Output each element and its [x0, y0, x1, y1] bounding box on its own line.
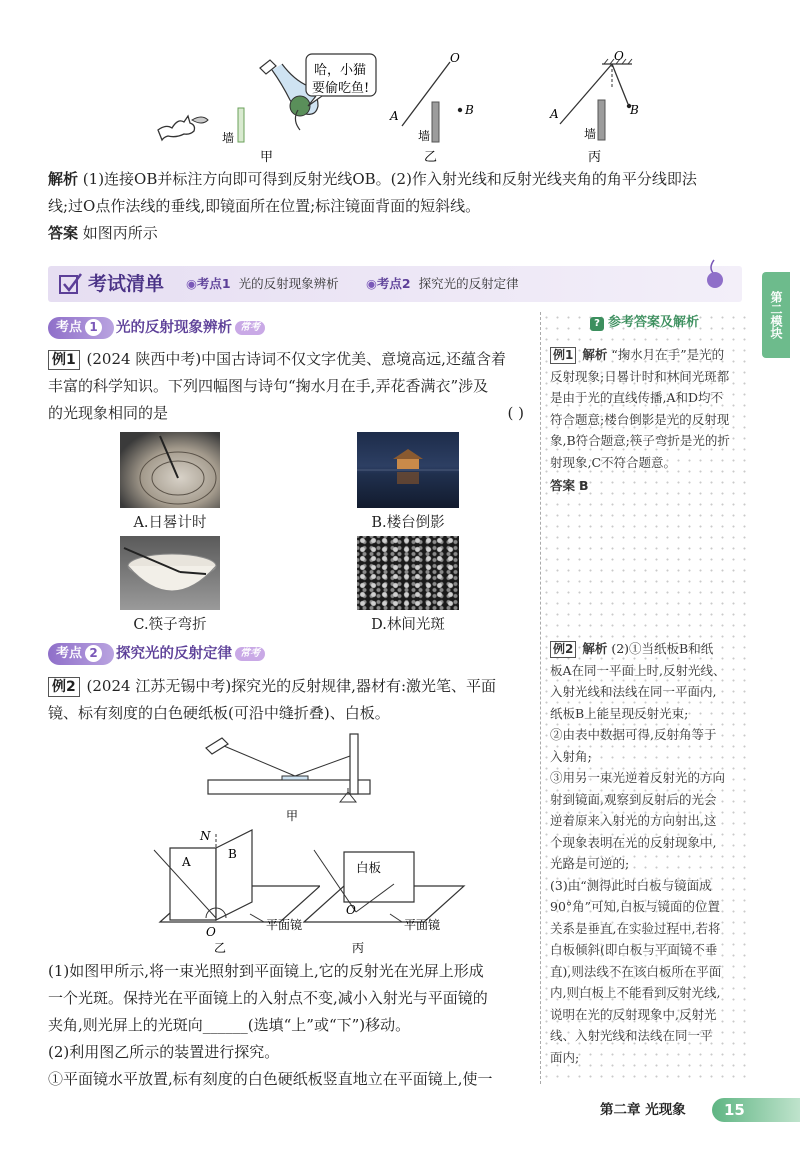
side-ex1-line: 象,B符合题意;筷子弯折是光的折 [550, 433, 730, 448]
example1-line-3: 的光现象相同的是 [48, 404, 169, 422]
banner-kd2-text: 探究光的反射定律 [418, 276, 519, 291]
section1-num: 1 [85, 319, 102, 336]
wall-label-yi: 墙 [418, 129, 431, 143]
decor-bulb-icon [700, 258, 730, 292]
point-O-yi2: O [206, 925, 216, 939]
side-ex2-line: (2)①当纸板B和纸 [611, 641, 714, 656]
side-ex1-line: 射现象,C不符合题意。 [550, 454, 677, 470]
figure-bing [549, 49, 639, 165]
banner-kd1: ◉考点1 光的反射现象辨析 [186, 276, 339, 291]
speech-line-1: 哈，小猫 [314, 63, 367, 78]
example2-line-1: (2024 江苏无锡中考)探究光的反射规律,器材有:激光笔、平面 [86, 677, 497, 695]
side-ex1-tag: 例1 [550, 347, 576, 364]
side-ex2-line: 纸板B上能呈现反射光束; [550, 705, 689, 721]
side-ex2-line: 入射角; [550, 748, 592, 764]
example1 [48, 346, 532, 427]
side-ex2-line: 逆着原来入射光的方向射出,这 [550, 813, 717, 828]
side-ex2-tag: 例2 [550, 641, 576, 658]
photo-chopsticks-bowl [120, 536, 220, 610]
side-ex2-line: 直),则法线不在该白板所在平面 [550, 963, 722, 979]
side-ex1-line: 符合题意;楼台倒影是光的反射现 [550, 411, 730, 427]
footer [600, 1098, 686, 1122]
q2-line-1: (2)利用图乙所示的装置进行探究。 [48, 1043, 280, 1061]
side-ex1-line: 反射现象;日晷计时和林间光斑都 [550, 368, 730, 384]
analysis-label: 解析 [48, 170, 79, 188]
exam-banner-title: 考试清单 [88, 273, 165, 295]
section1-tag: 常考 [235, 321, 265, 335]
answer-text: 如图丙所示 [82, 224, 158, 242]
side-ex1 [550, 344, 746, 497]
banner-kd1-text: 光的反射现象辨析 [238, 276, 339, 291]
section2-num: 2 [85, 645, 102, 662]
example2-line-2: 镜、标有刻度的白色硬纸板(可沿中缝折叠)、白板。 [48, 704, 390, 722]
side-ex1-label: 解析 [582, 347, 608, 362]
side-ex2-label: 解析 [582, 641, 608, 656]
side-ex1-answer-label: 答案 [550, 478, 576, 493]
example1-tag: 例1 [48, 350, 80, 370]
side-ex2-line: 关系是垂直,在实验过程中,若将 [550, 920, 721, 936]
label-yi: 乙 [424, 150, 438, 165]
side-ex2-line: 说明在光的反射现象中,反射光 [550, 1006, 717, 1022]
analysis-top [48, 166, 748, 247]
checkbox-icon [58, 272, 84, 296]
ref-header-text: 参考答案及解析 [608, 315, 700, 330]
whiteboard-label: 白板 [356, 860, 382, 875]
option-c: C.筷子弯折 [133, 617, 207, 633]
side-ex2-line: ③用另一束光逆着反射光的方向 [550, 770, 726, 785]
speech-line-2: 要偷吃鱼! [312, 81, 370, 96]
example2-tag: 例2 [48, 677, 80, 697]
side-ex2-line: 线、入射光线和法线在同一平 [550, 1028, 713, 1043]
point-A-bing: A [550, 107, 559, 121]
side-ex2-line: (3)由“测得此时白板与镜面成 [550, 877, 712, 893]
point-B-yi: B [465, 103, 474, 117]
point-N: N [200, 829, 211, 843]
q1-line-2: 一个光斑。保持光在平面镜上的入射点不变,减小入射光与平面镜的 [48, 989, 488, 1007]
figure-ex2-bing [290, 826, 470, 956]
point-O-bing2: O [346, 903, 356, 917]
section2-pill: 考点 2 [48, 643, 114, 665]
side-ex2-line: 光路是可逆的; [550, 856, 630, 871]
exam-banner [48, 266, 742, 302]
side-ex2-line: 90°角”可知,白板与镜面的位置 [550, 899, 721, 914]
board-A: A [182, 855, 191, 869]
top-figure [140, 48, 640, 168]
example1-line-1: (2024 陕西中考)中国古诗词不仅文字优美、意境高远,还蕴含着 [86, 350, 506, 368]
photo-forest-light-spots [357, 536, 459, 610]
q2-line-2: ①平面镜水平放置,标有刻度的白色硬纸板竖直地立在平面镜上,使一 [48, 1070, 493, 1088]
side-ex2-line: 入射光线和法线在同一平面内, [550, 684, 717, 699]
section2-title-text: 探究光的反射定律 [116, 646, 232, 662]
answer-label: 答案 [48, 224, 79, 242]
figure-ex2-jia [190, 730, 390, 830]
side-ex2-line: 内,则白板上不能看到反射光线, [550, 985, 721, 1000]
side-ex2-line: 面内; [550, 1049, 580, 1065]
side-ex2-line: 板A在同一平面上时,反射光线、 [550, 662, 726, 678]
ref-header [590, 313, 699, 333]
side-ex2-line: 个现象表明在光的反射现象中, [550, 834, 717, 850]
option-b: B.楼台倒影 [371, 515, 445, 531]
section1-title-text: 光的反射现象辨析 [116, 320, 232, 336]
analysis-line-1: (1)连接OB并标注方向即可得到反射光线OB。(2)作入射光线和反射光线夹角的角平分线即法 [82, 170, 697, 188]
section2-title [116, 643, 265, 665]
figure-yi [389, 51, 474, 165]
q1-line-3: 夹角,则光屏上的光斑向______(选填“上”或“下”)移动。 [48, 1016, 411, 1034]
board-B: B [228, 847, 237, 861]
example1-line-2: 丰富的科学知识。下列四幅图与诗句“掬水月在手,弄花香满衣”涉及 [48, 377, 489, 395]
point-O-yi: O [450, 51, 460, 65]
answer-bracket: ( ) [507, 404, 524, 422]
point-A-yi: A [390, 109, 399, 123]
photo-sundial [120, 432, 220, 508]
point-B-bing: B [630, 103, 639, 117]
label-ex2-bing: 丙 [352, 941, 365, 955]
option-a: A.日晷计时 [133, 515, 207, 531]
point-O-bing: O [614, 49, 624, 63]
side-tab: 第二模块 [762, 272, 790, 358]
wall-label-bing: 墙 [584, 127, 597, 141]
banner-kd2: ◉考点2 探究光的反射定律 [366, 276, 519, 291]
label-ex2-yi: 乙 [214, 941, 227, 955]
label-jia: 甲 [260, 150, 274, 165]
section1-pill: 考点 1 [48, 317, 114, 339]
side-ex2-line: 白板倾斜(即白板与平面镜不垂 [550, 942, 718, 957]
side-ex1-line: 是由于光的直线传播,A和D均不 [550, 390, 724, 405]
mirror-label-bing: 平面镜 [404, 918, 441, 932]
side-ex1-answer: B [579, 478, 589, 493]
key-icon: ? [590, 317, 604, 331]
q1-line-1: (1)如图甲所示,将一束光照射到平面镜上,它的反射光在光屏上形成 [48, 962, 484, 980]
side-ex1-line: “掬水月在手”是光的 [611, 347, 725, 362]
side-ex2-line: ②由表中数据可得,反射角等于 [550, 727, 717, 742]
side-ex2-line: 射到镜面,观察到反射后的光会 [550, 791, 717, 807]
label-ex2-jia: 甲 [286, 809, 299, 823]
label-bing: 丙 [588, 150, 602, 165]
wall-label-jia: 墙 [222, 131, 235, 145]
analysis-line-2: 线;过O点作法线的垂线,即镜面所在位置;标注镜面背面的短斜线。 [48, 197, 481, 215]
page-number: 15 [712, 1098, 800, 1122]
section1-title [116, 317, 265, 339]
side-ex2 [550, 638, 746, 1068]
option-d: D.林间光斑 [371, 617, 445, 633]
banner-kd2-label: 考点2 [376, 276, 411, 291]
example2-intro [48, 673, 532, 727]
section2-tag: 常考 [235, 647, 265, 661]
mirror-label-yi: 平面镜 [266, 918, 303, 932]
banner-kd1-label: 考点1 [196, 276, 231, 291]
example2-questions [48, 958, 532, 1093]
footer-chapter: 第二章 光现象 [600, 1102, 686, 1118]
photo-tower-reflection [357, 432, 459, 508]
